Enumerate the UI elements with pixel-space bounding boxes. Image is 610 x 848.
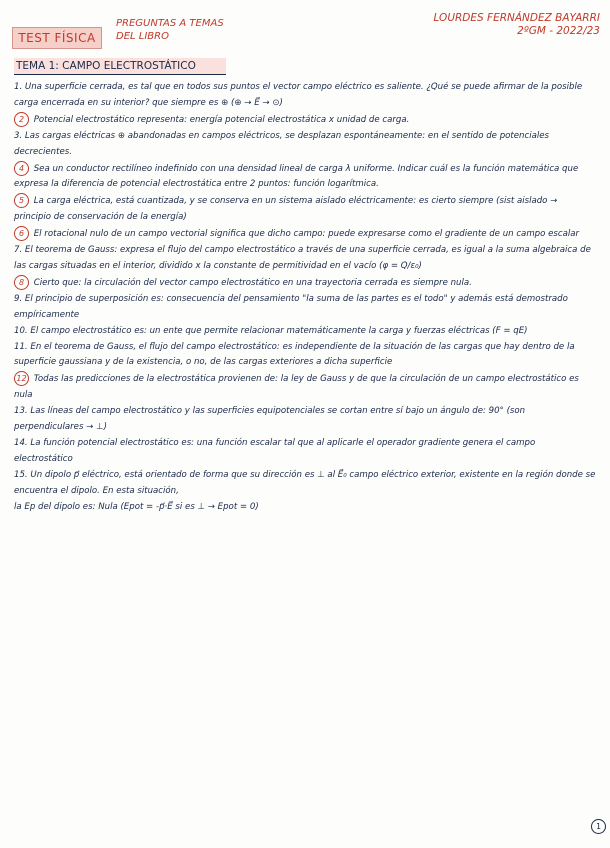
question-number: 12 (14, 371, 29, 386)
question-item (14, 404, 596, 436)
subtitle-line-2: DEL LIBRO (116, 31, 169, 42)
question-item (14, 324, 596, 340)
course-year: 2ºGM - 2022/23 (517, 25, 600, 37)
question-item (14, 275, 596, 292)
question-number: 14. (14, 437, 28, 448)
subtitle (116, 17, 236, 43)
question-text: Una superficie cerrada, es tal que en todos sus puntos el vector campo eléctrico es saliente. ¿Qué se puede afirmar de la posible carga encerrada en su interior? que siempre es ⊕ (⊕ → E⃗ → ⊙) (14, 82, 583, 108)
question-item (14, 129, 596, 161)
question-item (14, 371, 596, 404)
question-text: El teorema de Gauss: expresa el flujo del campo electrostático a través de una superficie cerrada, es igual a la suma algebraica de las cargas situadas en el interior, dividido x la constante de permitividad en el vacío (φ = Q/ε₀) (14, 245, 591, 271)
question-text: Ep del dipolo es: Nula (Epot = -p⃗·E⃗ si es ⊥ → Epot = 0) (21, 501, 259, 512)
question-text: La carga eléctrica, está cuantizada, y se conserva en un sistema aislado eléctricamente: es cierto siempre (sist aislado → principio de conservación de la energía) (14, 196, 558, 223)
question-list (14, 80, 596, 515)
question-text: El rotacional nulo de un campo vectorial significa que dicho campo: puede expresarse como el gradiente de un campo escalar (31, 229, 580, 240)
question-number: la (14, 501, 22, 512)
question-item (14, 112, 596, 129)
question-item (14, 226, 596, 243)
question-text: En el teorema de Gauss, el flujo del campo electrostático: es independiente de la situación de las cargas que hay dentro de la superficie gaussiana y de la existencia, o no, de las cargas exteriores a dicha superficie (14, 341, 575, 368)
question-number: 2 (14, 112, 29, 127)
section-title: TEMA 1: CAMPO ELECTROSTÁTICO (14, 58, 226, 75)
question-number: 15. (14, 469, 28, 480)
question-number: 1. (14, 82, 23, 92)
question-text: El campo electrostático es: un ente que permite relacionar matemáticamente la carga y fuerzas eléctricas (F = qE) (27, 325, 528, 336)
question-text: Sea un conductor rectilíneo indefinido con una densidad lineal de carga λ uniforme. Indicar cuál es la función matemática que expresa la diferencia de potencial electrostática entre 2 puntos: función logarítmica. (14, 163, 579, 190)
question-number: 7. (14, 245, 23, 256)
question-item (14, 292, 596, 324)
question-item (14, 80, 596, 112)
question-number: 8 (14, 275, 29, 290)
question-item (14, 436, 596, 468)
question-item (14, 161, 596, 194)
question-number: 10. (14, 325, 28, 336)
author-block (398, 12, 600, 38)
question-text: La función potencial electrostático es: una función escalar tal que al aplicarle el operador gradiente genera el campo electrostático (14, 437, 536, 464)
test-fisica-badge: TEST FÍSICA (12, 27, 102, 49)
question-text: Cierto que: la circulación del vector campo electrostático en una trayectoria cerrada es siempre nula. (31, 277, 472, 288)
question-item (14, 193, 596, 226)
question-text: Un dipolo p⃗ eléctrico, está orientado de forma que su dirección es ⊥ al E⃗₀ campo eléctrico exterior, existente en la región donde se encuentra el dipolo. En esta situación, (14, 469, 596, 496)
question-item (14, 243, 596, 275)
page-number: 1 (591, 819, 606, 834)
question-item (14, 340, 596, 372)
question-text: Todas las predicciones de la electrostática provienen de: la ley de Gauss y de que la circulación de un campo electrostático es nula (14, 374, 579, 401)
question-text: El principio de superposición es: consecuencia del pensamiento "la suma de las partes es el todo" y además está demostrado empíricamente (14, 293, 568, 320)
subtitle-line-1: PREGUNTAS A TEMAS (116, 18, 224, 29)
question-text: Las cargas eléctricas ⊕ abandonadas en campos eléctricos, se desplazan espontáneamente: en el sentido de potenciales decrecientes. (14, 130, 550, 157)
question-number: 4 (14, 161, 29, 176)
question-item (14, 468, 596, 500)
author-name: LOURDES FERNÁNDEZ BAYARRI (433, 12, 600, 24)
question-text: Las líneas del campo electrostático y las superficies equipotenciales se cortan entre sí bajo un ángulo de: 90° (son perpendiculares → ⊥) (14, 406, 526, 433)
question-number: 5 (14, 193, 29, 208)
question-number: 9. (14, 293, 23, 304)
question-item (14, 500, 596, 516)
question-number: 6 (14, 226, 29, 241)
question-number: 3. (14, 130, 23, 141)
question-number: 13. (14, 406, 28, 417)
question-text: Potencial electrostático representa: energía potencial electrostática x unidad de carga. (31, 114, 410, 125)
question-number: 11. (14, 341, 28, 352)
